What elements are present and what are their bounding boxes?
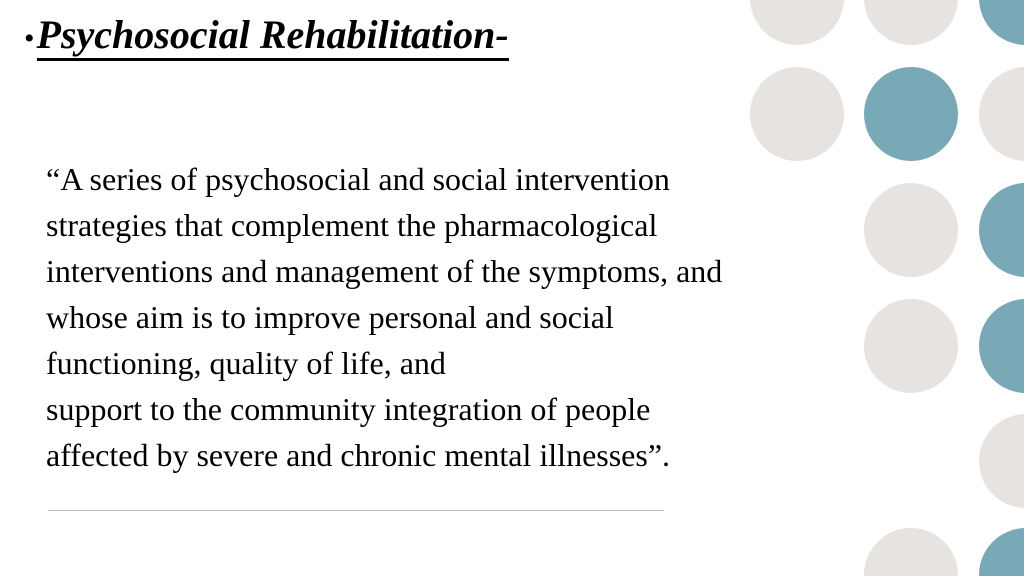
quote-line: interventions and management of the symptoms, and [46,253,723,289]
decor-circle [750,67,844,161]
decor-circle [979,299,1024,393]
quote-line: “A series of psychosocial and social intervention [46,161,670,197]
definition-quote [46,156,866,478]
quote-line: functioning, quality of life, and [46,345,446,381]
title-row [24,12,509,61]
bullet-marker: • [24,22,35,55]
quote-line: support to the community integration of people [46,391,651,427]
decor-circle [864,0,958,45]
quote-line: affected by severe and chronic mental illnesses”. [46,437,671,473]
decor-circle [979,528,1024,576]
decor-circle [864,528,958,576]
decor-circle [979,0,1024,45]
decor-circle [864,183,958,277]
quote-line: whose aim is to improve personal and social [46,299,614,335]
quote-line: strategies that complement the pharmacological [46,207,658,243]
decor-circle [750,0,844,45]
divider-line [48,510,664,511]
decor-circle [979,414,1024,508]
slide-title: Psychosocial Rehabilitation- [37,12,509,61]
decor-circle [979,67,1024,161]
decor-circle [864,67,958,161]
decor-circle [979,183,1024,277]
decor-circle [864,299,958,393]
